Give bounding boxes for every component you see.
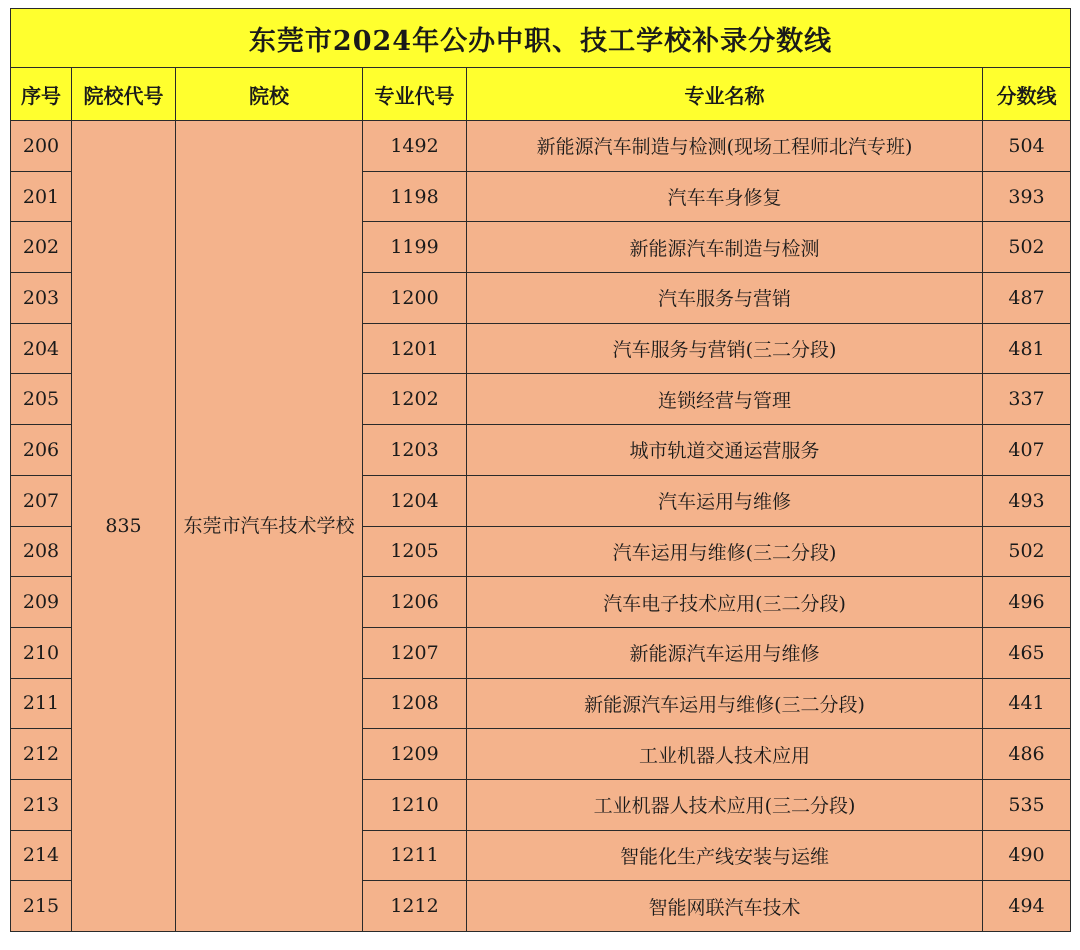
- row-major-code: 1205: [363, 526, 467, 577]
- table-title: 东莞市2024年公办中职、技工学校补录分数线: [11, 9, 1071, 68]
- row-major-name: 工业机器人技术应用(三二分段): [467, 779, 983, 830]
- row-seq: 205: [11, 374, 72, 425]
- row-score: 481: [983, 323, 1071, 374]
- score-table-sheet: [10, 8, 1070, 940]
- row-major-name: 汽车电子技术应用(三二分段): [467, 577, 983, 628]
- row-major-name: 汽车服务与营销(三二分段): [467, 323, 983, 374]
- header-seq: 序号: [11, 68, 72, 121]
- row-seq: 200: [11, 121, 72, 172]
- header-major-name: 专业名称: [467, 68, 983, 121]
- title-row: [11, 9, 1071, 68]
- row-score: 407: [983, 425, 1071, 476]
- row-score: 490: [983, 830, 1071, 881]
- row-score: 337: [983, 374, 1071, 425]
- header-major-code: 专业代号: [363, 68, 467, 121]
- row-major-code: 1209: [363, 729, 467, 780]
- row-seq: 213: [11, 779, 72, 830]
- row-seq: 211: [11, 678, 72, 729]
- header-row: [11, 68, 1071, 121]
- row-major-name: 智能化生产线安装与运维: [467, 830, 983, 881]
- row-seq: 214: [11, 830, 72, 881]
- score-table: [10, 8, 1071, 932]
- row-score: 441: [983, 678, 1071, 729]
- row-seq: 209: [11, 577, 72, 628]
- row-major-name: 汽车服务与营销: [467, 273, 983, 324]
- school-name-cell: 东莞市汽车技术学校: [176, 121, 363, 932]
- row-score: 486: [983, 729, 1071, 780]
- row-score: 496: [983, 577, 1071, 628]
- row-major-code: 1208: [363, 678, 467, 729]
- row-major-name: 连锁经营与管理: [467, 374, 983, 425]
- row-major-name: 智能网联汽车技术: [467, 881, 983, 932]
- row-seq: 215: [11, 881, 72, 932]
- row-score: 502: [983, 222, 1071, 273]
- row-seq: 207: [11, 475, 72, 526]
- row-major-name: 工业机器人技术应用: [467, 729, 983, 780]
- row-major-name: 新能源汽车运用与维修: [467, 627, 983, 678]
- row-major-code: 1199: [363, 222, 467, 273]
- row-major-code: 1204: [363, 475, 467, 526]
- header-school: 院校: [176, 68, 363, 121]
- row-major-code: 1203: [363, 425, 467, 476]
- row-score: 494: [983, 881, 1071, 932]
- row-score: 493: [983, 475, 1071, 526]
- row-seq: 210: [11, 627, 72, 678]
- row-score: 393: [983, 171, 1071, 222]
- row-major-name: 新能源汽车制造与检测: [467, 222, 983, 273]
- row-major-name: 汽车运用与维修: [467, 475, 983, 526]
- header-score: 分数线: [983, 68, 1071, 121]
- row-major-code: 1212: [363, 881, 467, 932]
- row-seq: 203: [11, 273, 72, 324]
- row-major-code: 1207: [363, 627, 467, 678]
- row-major-code: 1201: [363, 323, 467, 374]
- row-score: 487: [983, 273, 1071, 324]
- header-school-code: 院校代号: [72, 68, 176, 121]
- row-score: 535: [983, 779, 1071, 830]
- row-major-name: 汽车运用与维修(三二分段): [467, 526, 983, 577]
- row-major-code: 1198: [363, 171, 467, 222]
- row-major-name: 城市轨道交通运营服务: [467, 425, 983, 476]
- row-score: 502: [983, 526, 1071, 577]
- row-score: 504: [983, 121, 1071, 172]
- row-seq: 202: [11, 222, 72, 273]
- row-seq: 212: [11, 729, 72, 780]
- row-seq: 206: [11, 425, 72, 476]
- row-seq: 201: [11, 171, 72, 222]
- row-major-code: 1202: [363, 374, 467, 425]
- school-code-cell: 835: [72, 121, 176, 932]
- row-seq: 204: [11, 323, 72, 374]
- row-major-name: 新能源汽车制造与检测(现场工程师北汽专班): [467, 121, 983, 172]
- row-major-name: 汽车车身修复: [467, 171, 983, 222]
- row-major-code: 1200: [363, 273, 467, 324]
- table-row: [11, 121, 1071, 172]
- row-major-code: 1206: [363, 577, 467, 628]
- row-major-name: 新能源汽车运用与维修(三二分段): [467, 678, 983, 729]
- row-major-code: 1492: [363, 121, 467, 172]
- table-body: [11, 121, 1071, 932]
- row-major-code: 1210: [363, 779, 467, 830]
- row-seq: 208: [11, 526, 72, 577]
- row-major-code: 1211: [363, 830, 467, 881]
- row-score: 465: [983, 627, 1071, 678]
